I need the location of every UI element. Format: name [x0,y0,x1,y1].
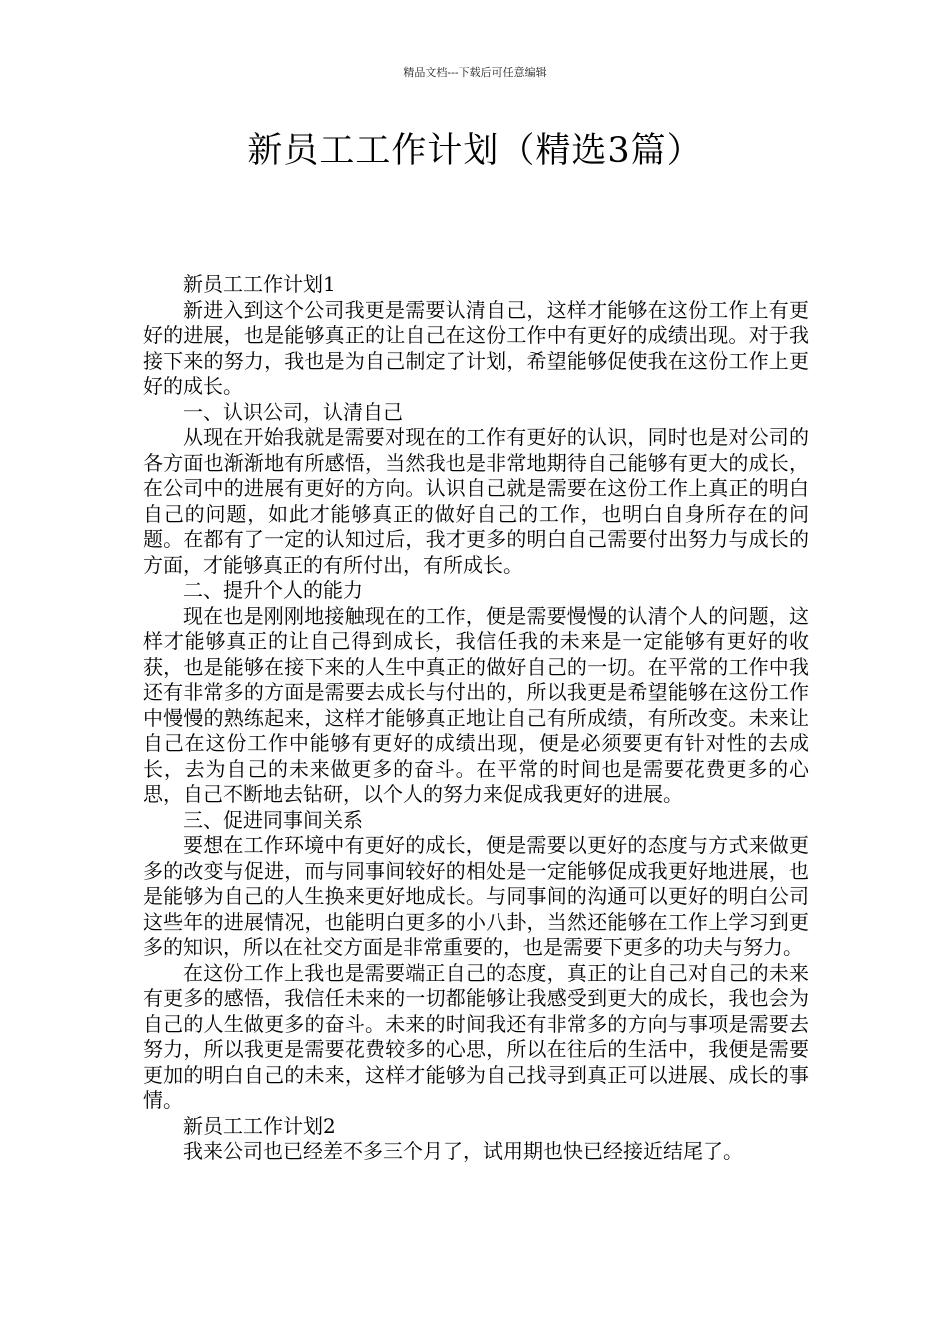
body-paragraph: 新进入到这个公司我更是需要认清自己，这样才能够在这份工作上有更好的进展，也是能够真正的让自己在这份工作中有更好的成绩出现。对于我接下来的努力，我也是为自己制定了计划，希望能够促使我在这份工作上更好的成长。 [143,297,809,398]
section-heading-know-company: 一、认识公司，认清自己 [183,399,403,424]
section-heading-improve-ability: 二、提升个人的能力 [183,578,363,602]
body-paragraph: 在这份工作上我也是需要端正自己的态度，真正的让自己对自己的未来有更多的感悟，我信任未来的一切都能够让我感受到更大的成长，我也会为自己的人生做更多的奋斗。未来的时间我还有非常多的方向与事项是需要去努力，所以我更是需要花费较多的心思，所以在往后的生活中，我便是需要更加的明白自己的未来，这样才能够为自己找寻到真正可以进展、成长的事情。 [143,960,809,1112]
document-title: 新员工工作计划（精选3篇） [247,131,703,171]
body-paragraph: 现在也是刚刚地接触现在的工作，便是需要慢慢的认清个人的问题，这样才能够真正的让自己得到成长，我信任我的未来是一定能够有更好的收获，也是能够在接下来的人生中真正的做好自己的一切。在平常的工作中我还有非常多的方面是需要去成长与付出的，所以我更是希望能够在这份工作中慢慢的熟练起来，这样才能够真正地让自己有所成绩，有所改变。未来让自己在这份工作中能够有更好的成绩出现，便是必须要更有针对性的去成长，去为自己的未来做更多的奋斗。在平常的时间也是需要花费更多的心思，自己不断地去钻研，以个人的努力来促成我更好的进展。 [143,603,809,806]
section-heading-plan-1: 新员工工作计划1 [183,272,336,296]
body-paragraph: 要想在工作环境中有更好的成长，便是需要以更好的态度与方式来做更多的改变与促进，而与同事间较好的相处是一定能够促成我更好地进展，也是能够为自己的人生换来更好地成长。与同事间的沟通可以更好的明白公司这些年的进展情况，也能明白更多的小八卦，当然还能够在工作上学习到更多的知识，所以在社交方面是非常重要的，也是需要下更多的功夫与努力。 [143,833,809,959]
body-paragraph: 从现在开始我就是需要对现在的工作有更好的认识，同时也是对公司的各方面也渐渐地有所感悟，当然我也是非常地期待自己能够有更大的成长，在公司中的进展有更好的方向。认识自己就是需要在这份工作上真正的明白自己的问题，如此才能够真正的做好自己的工作，也明白自身所存在的问题。在都有了一定的认知过后，我才更多的明白自己需要付出努力与成长的方面，才能够真正的有所付出，有所成长。 [143,425,809,577]
section-heading-plan-2: 新员工工作计划2 [183,1113,336,1138]
body-paragraph: 我来公司也已经差不多三个月了，试用期也快已经接近结尾了。 [183,1139,743,1163]
header-note: 精品文档---下载后可任意编辑 [403,66,547,79]
section-heading-colleague-relations: 三、促进同事间关系 [183,807,363,832]
document-body [143,272,809,1165]
